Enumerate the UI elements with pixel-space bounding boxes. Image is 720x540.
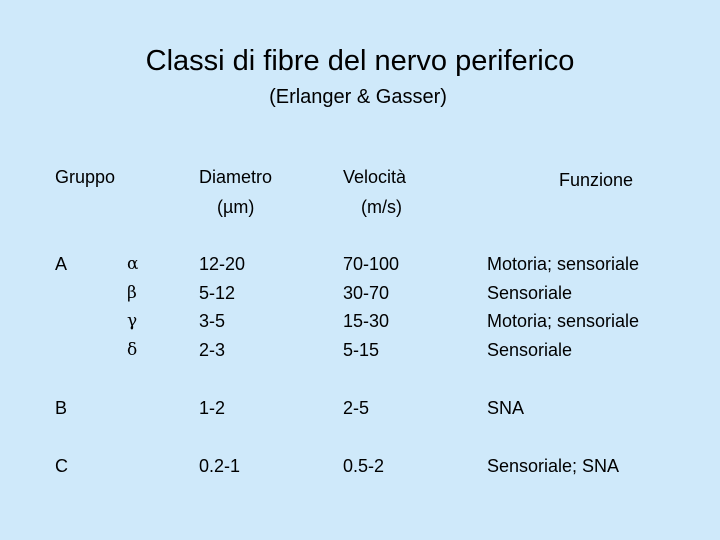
function-delta: Sensoriale xyxy=(487,340,573,361)
group-c-function: Sensoriale; SNA xyxy=(487,456,620,476)
group-c-velocity: 0.5-2 xyxy=(343,456,385,476)
header-group: Gruppo xyxy=(55,167,116,187)
group-b-diameter: 1-2 xyxy=(199,398,226,418)
velocity-alpha: 70-100 xyxy=(343,254,400,274)
group-b-velocity: 2-5 xyxy=(343,398,370,418)
group-a-diameters xyxy=(199,250,245,365)
header-diameter-unit: (µm) xyxy=(217,197,255,217)
group-a-label: A xyxy=(55,254,68,274)
subtype-alpha: α xyxy=(127,254,139,274)
group-a-velocities xyxy=(343,250,399,365)
subtype-gamma: γ xyxy=(127,311,138,332)
group-b-function: SNA xyxy=(487,398,525,418)
diameter-gamma: 3-5 xyxy=(199,311,226,332)
function-alpha: Motoria; sensoriale xyxy=(487,254,640,274)
subtype-delta: δ xyxy=(127,340,138,361)
diameter-beta: 5-12 xyxy=(199,282,236,303)
header-function: Funzione xyxy=(559,170,634,190)
group-a-subtypes xyxy=(127,250,138,365)
header-diameter: Diametro xyxy=(199,167,273,187)
slide-subtitle: (Erlanger & Gasser) xyxy=(269,86,447,108)
subtype-beta: β xyxy=(127,282,137,303)
diameter-delta: 2-3 xyxy=(199,340,226,361)
group-c-diameter: 0.2-1 xyxy=(199,456,241,476)
header-velocity: Velocità xyxy=(343,167,407,187)
slide-title: Classi di fibre del nervo periferico xyxy=(145,45,575,77)
function-gamma: Motoria; sensoriale xyxy=(487,311,640,332)
function-beta: Sensoriale xyxy=(487,282,573,303)
group-a-functions xyxy=(487,250,639,365)
velocity-delta: 5-15 xyxy=(343,340,380,361)
velocity-gamma: 15-30 xyxy=(343,311,390,332)
header-velocity-unit: (m/s) xyxy=(361,197,402,217)
group-c-label: C xyxy=(55,456,68,476)
diameter-alpha: 12-20 xyxy=(199,254,246,274)
velocity-beta: 30-70 xyxy=(343,282,390,303)
group-b-label: B xyxy=(55,398,68,418)
